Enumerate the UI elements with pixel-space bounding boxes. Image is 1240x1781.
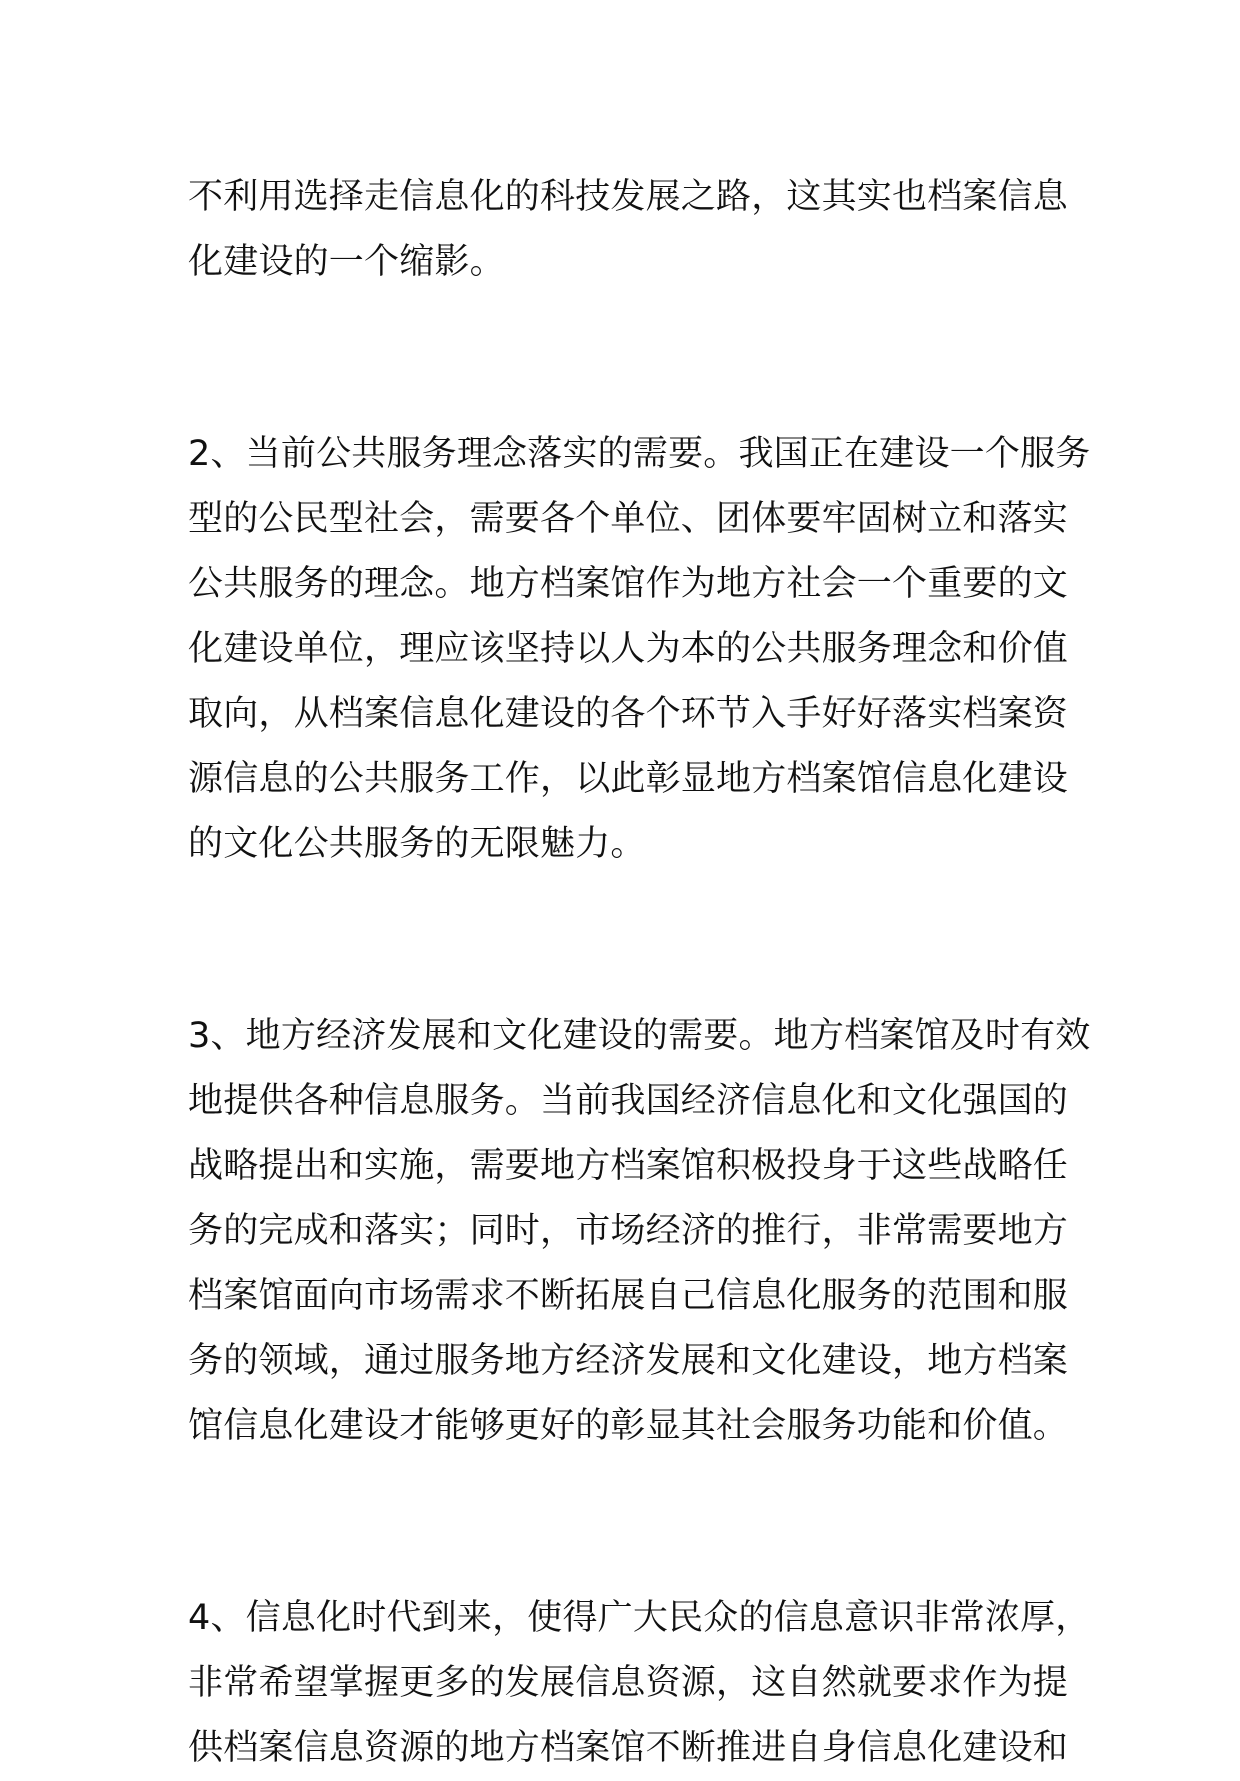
paragraph-1 [188, 165, 1069, 295]
text-line: 2、当前公共服务理念落实的需要。我国正在建设一个服务 [188, 434, 1091, 474]
text-line: 的文化公共服务的无限魅力。 [188, 824, 646, 864]
text-line: 务的领域，通过服务地方经济发展和文化建设，地方档案 [188, 1341, 1069, 1381]
document-body [188, 165, 1091, 1781]
text-line: 源信息的公共服务工作，以此彰显地方档案馆信息化建设 [188, 759, 1069, 799]
paragraph-spacer [188, 877, 1064, 1004]
text-line: 战略提出和实施，需要地方档案馆积极投身于这些战略任 [188, 1146, 1069, 1186]
text-line: 公共服务的理念。地方档案馆作为地方社会一个重要的文 [188, 564, 1069, 604]
text-line: 型的公民型社会，需要各个单位、团体要牢固树立和落实 [188, 499, 1069, 539]
text-line: 不利用选择走信息化的科技发展之路，这其实也档案信息 [188, 177, 1069, 217]
text-line: 馆信息化建设才能够更好的彰显其社会服务功能和价值。 [188, 1406, 1069, 1446]
paragraph-2 [188, 422, 1091, 877]
text-line: 档案馆面向市场需求不断拓展自己信息化服务的范围和服 [188, 1276, 1069, 1316]
text-line: 供档案信息资源的地方档案馆不断推进自身信息化建设和 [188, 1728, 1069, 1768]
text-line: 非常希望掌握更多的发展信息资源，这自然就要求作为提 [188, 1663, 1069, 1703]
paragraph-3 [188, 1004, 1091, 1459]
text-line: 3、地方经济发展和文化建设的需要。地方档案馆及时有效 [188, 1016, 1091, 1056]
paragraph-spacer [188, 1459, 1064, 1586]
text-line: 取向，从档案信息化建设的各个环节入手好好落实档案资 [188, 694, 1069, 734]
text-line: 务的完成和落实；同时，市场经济的推行，非常需要地方 [188, 1211, 1069, 1251]
text-line: 化建设的一个缩影。 [188, 242, 505, 282]
paragraph-4 [188, 1586, 1091, 1781]
text-line: 化建设单位，理应该坚持以人为本的公共服务理念和价值 [188, 629, 1069, 669]
text-line: 4、信息化时代到来，使得广大民众的信息意识非常浓厚， [188, 1598, 1091, 1638]
paragraph-spacer [188, 295, 1064, 422]
text-line: 地提供各种信息服务。当前我国经济信息化和文化强国的 [188, 1081, 1069, 1121]
